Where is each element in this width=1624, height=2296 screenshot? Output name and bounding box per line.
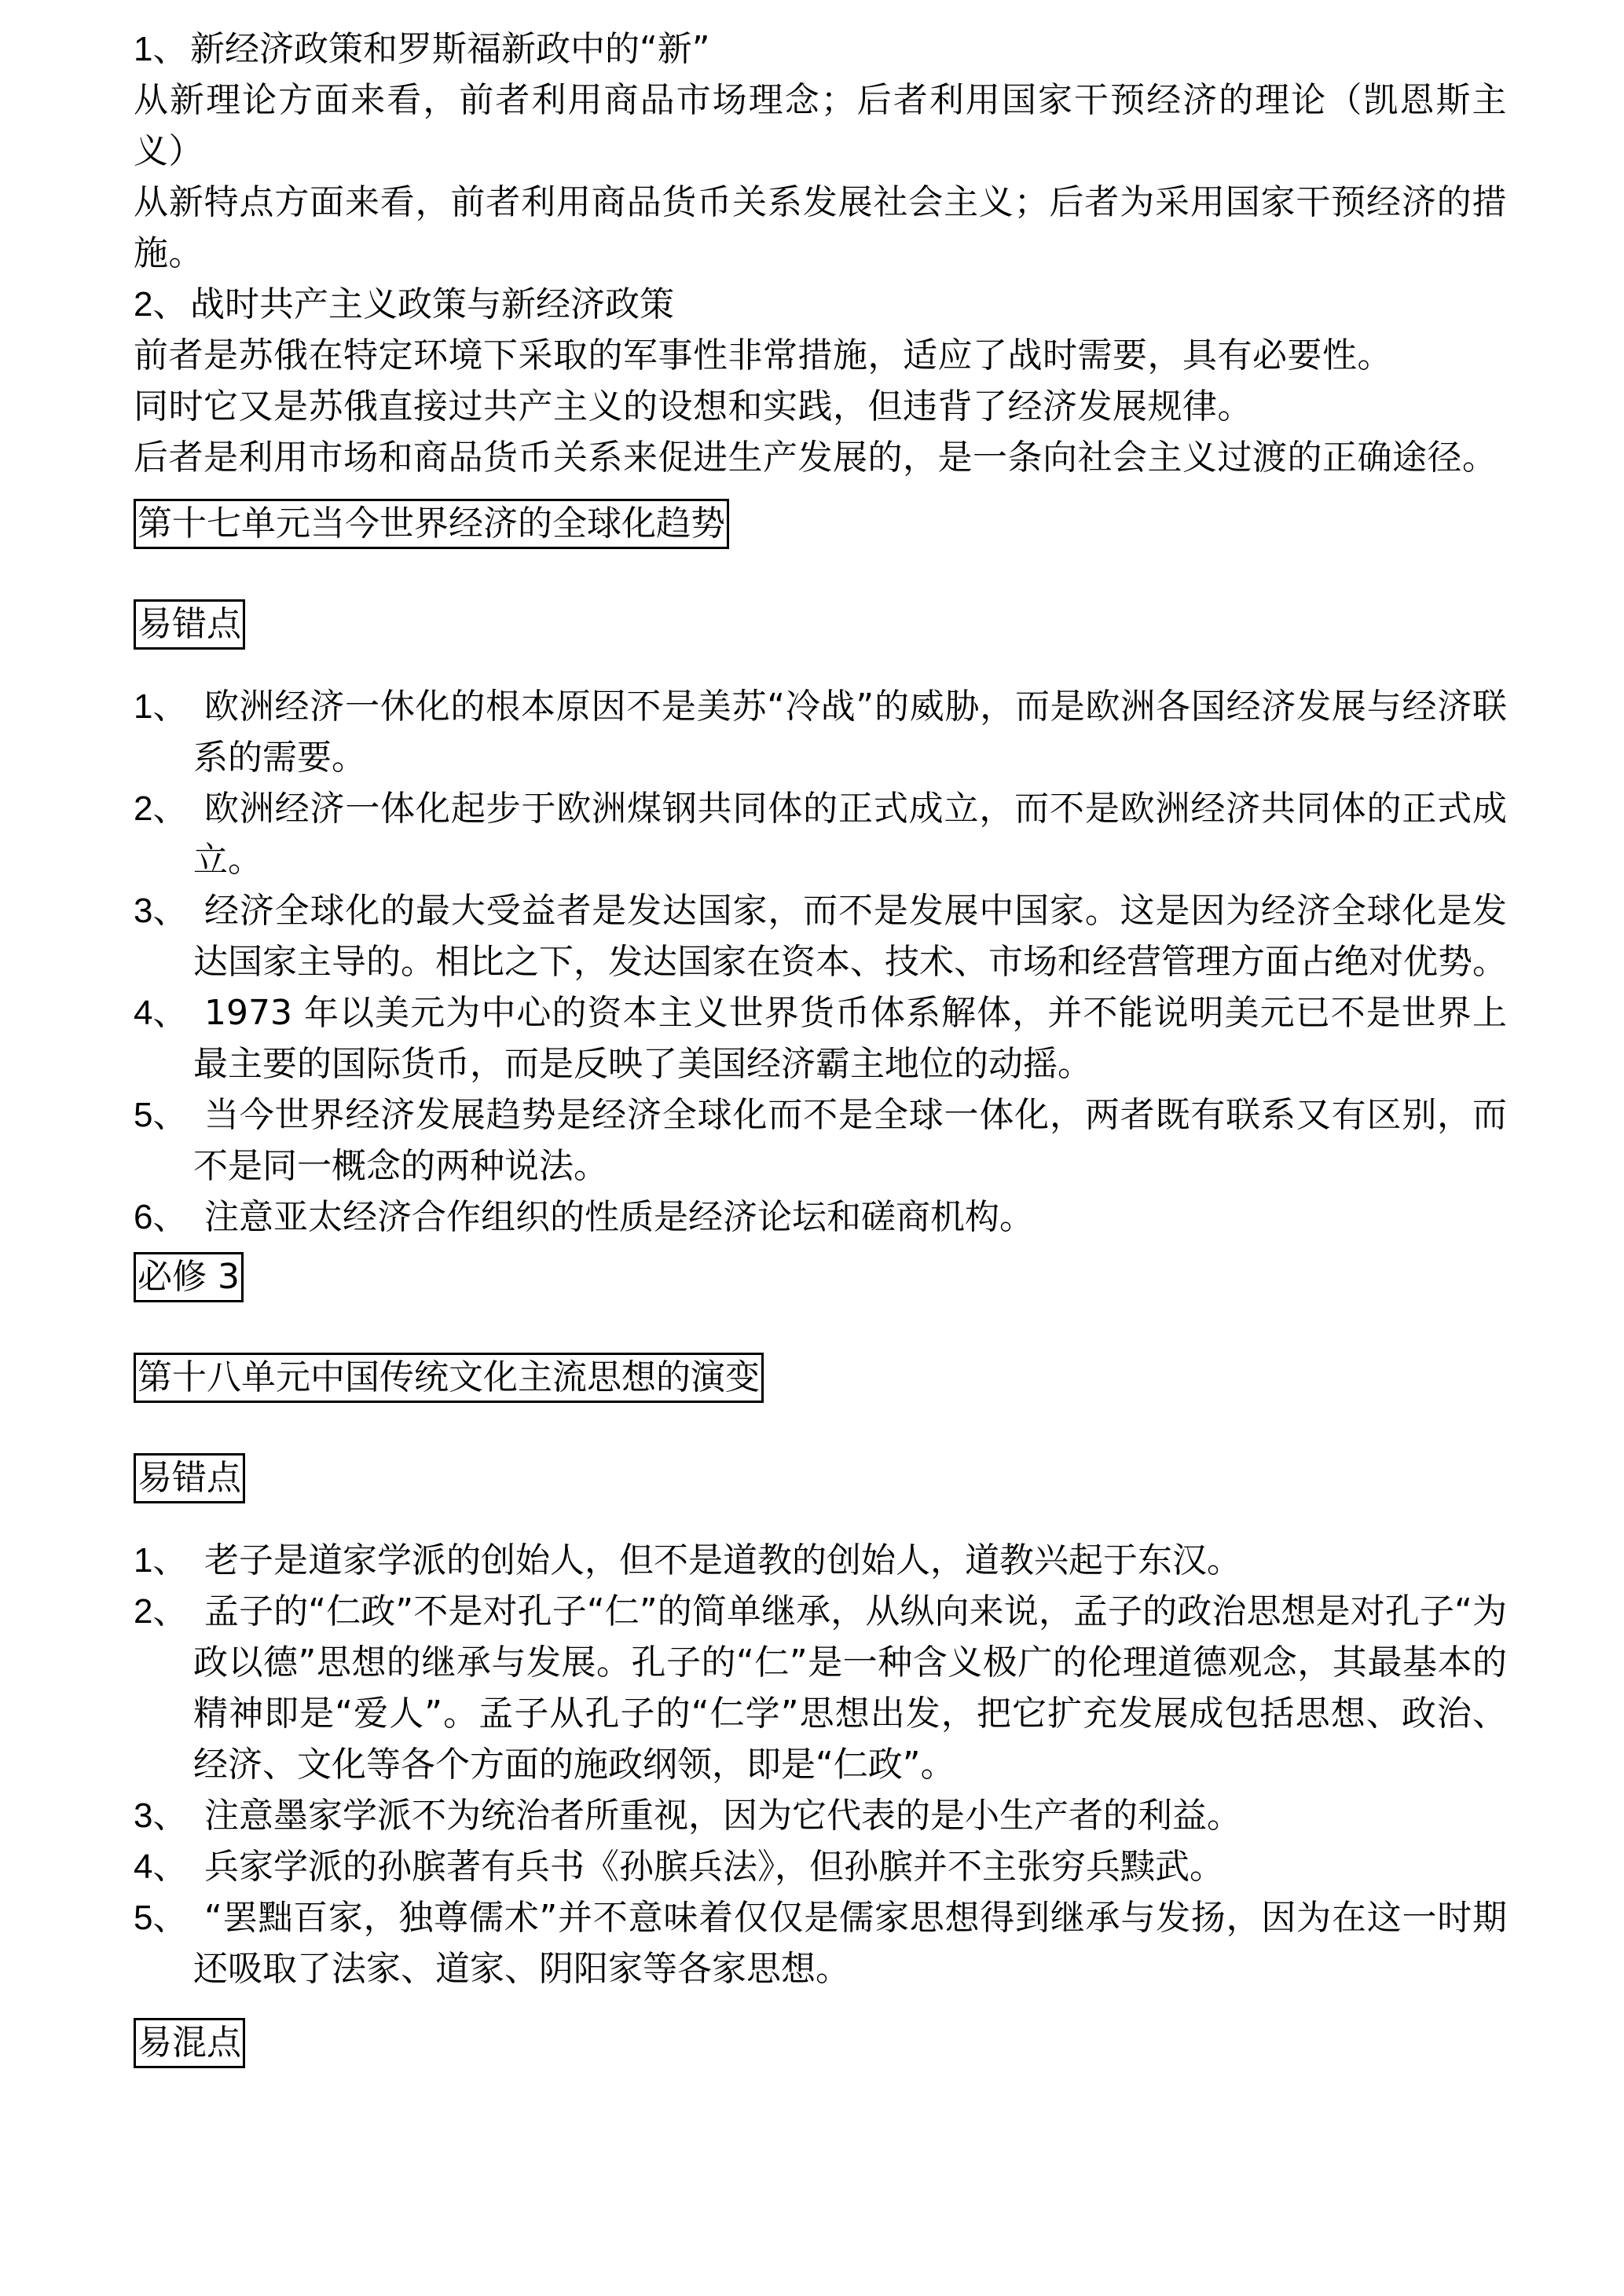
- confusable-points-label: 易混点: [134, 2018, 245, 2068]
- paragraph: 同时它又是苏俄直接过共产主义的设想和实践，但违背了经济发展规律。: [134, 386, 1252, 427]
- item-number: 1、: [134, 30, 188, 68]
- paragraph: 从新特点方面来看，前者利用商品货币关系发展社会主义；后者为采用国家干预经济的措施。: [134, 182, 1507, 273]
- list-item: 5、 “罢黜百家，独尊儒术”并不意味着仅仅是儒家思想得到继承与发扬，因为在这一时期还吸取了法家、道家、阴阳家等各家思想。: [134, 1898, 1507, 1989]
- required-3-label: 必修 3: [134, 1252, 244, 1302]
- comparison-heading-2: [134, 279, 1507, 330]
- error-prone-label: 易错点: [134, 1453, 245, 1503]
- item-number: 2、: [134, 285, 188, 324]
- list-item: 4、 1973 年以美元为中心的资本主义世界货币体系解体，并不能说明美元已不是世界上最主要的国际货币，而是反映了美国经济霸主地位的动摇。: [134, 993, 1507, 1084]
- comparison-heading-1: [134, 24, 1507, 75]
- list-item: 6、 注意亚太经济合作组织的性质是经济论坛和磋商机构。: [134, 1197, 1034, 1237]
- list-item: 3、 经济全球化的最大受益者是发达国家，而不是发展中国家。这是因为经济全球化是发达国家主导的。相比之下，发达国家在资本、技术、市场和经营管理方面占绝对优势。: [134, 891, 1507, 982]
- unit-heading-18: 第十八单元中国传统文化主流思想的演变: [134, 1353, 764, 1403]
- error-prone-label: 易错点: [134, 599, 245, 650]
- paragraph: 前者是苏俄在特定环境下采取的军事性非常措施，适应了战时需要，具有必要性。: [134, 335, 1392, 375]
- list-item: 2、 孟子的“仁政”不是对孔子“仁”的简单继承，从纵向来说，孟子的政治思想是对孔子“为政以德”思想的继承与发展。孔子的“仁”是一种含义极广的伦理道德观念，其最基本的精神即是“爱人”。孟子从孔子的“仁学”思想出发，把它扩充发展成包括思想、政治、经济、文化等各个方面的施政纲领，即是“仁政”。: [134, 1591, 1507, 1785]
- document-page: [134, 0, 1507, 2068]
- list-item: 3、 注意墨家学派不为统治者所重视，因为它代表的是小生产者的利益。: [134, 1796, 1241, 1836]
- paragraph: 从新理论方面来看，前者利用商品市场理念；后者利用国家干预经济的理论（凯恩斯主义）: [134, 80, 1507, 171]
- list-item: 5、 当今世界经济发展趋势是经济全球化而不是全球一体化，两者既有联系又有区别，而不是同一概念的两种说法。: [134, 1095, 1507, 1186]
- paragraph: 后者是利用市场和商品货币关系来促进生产发展的，是一条向社会主义过渡的正确途径。: [134, 438, 1498, 478]
- list-item: 1、 欧洲经济一休化的根本原因不是美苏“冷战”的威胁，而是欧洲各国经济发展与经济联系的需要。: [134, 687, 1507, 778]
- list-item: 1、 老子是道家学派的创始人，但不是道教的创始人，道教兴起于东汉。: [134, 1540, 1241, 1580]
- unit18-list: [134, 1535, 1507, 1994]
- unit17-list: [134, 681, 1507, 1243]
- unit-heading-17: 第十七单元当今世界经济的全球化趋势: [134, 499, 729, 549]
- item-title: 战时共产主义政策与新经济政策: [190, 284, 674, 324]
- list-item: 2、 欧洲经济一体化起步于欧洲煤钢共同体的正式成立，而不是欧洲经济共同体的正式成立。: [134, 789, 1507, 880]
- item-title: 新经济政策和罗斯福新政中的“新”: [190, 29, 710, 69]
- list-item: 4、 兵家学派的孙膑著有兵书《孙膑兵法》，但孙膑并不主张穷兵黩武。: [134, 1847, 1224, 1887]
